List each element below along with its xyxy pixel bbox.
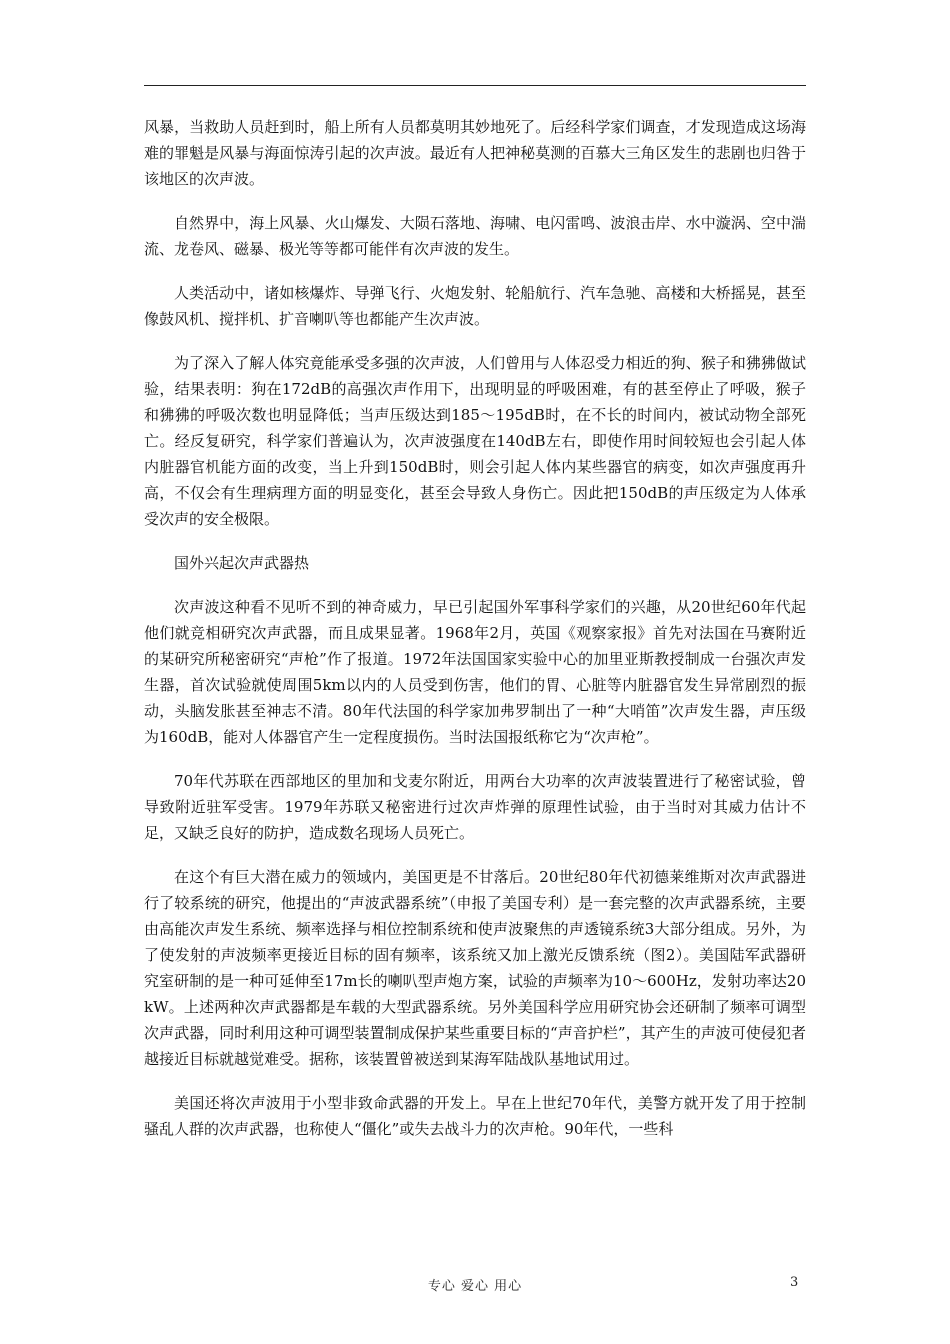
- footer-motto: 专心 爱心 用心: [427, 1279, 523, 1294]
- section-heading: 国外兴起次声武器热: [174, 554, 310, 572]
- header-rule: [144, 85, 806, 86]
- paragraph-soviet-research: 70年代苏联在西部地区的里加和戈麦尔附近，用两台大功率的次声波装置进行了秘密试验，曾导致附近驻军受害。1979年苏联又秘密进行过次声炸弹的原理性试验，由于当时对其威力估计不足，又缺乏良好的防护，造成数名现场人员死亡。: [144, 772, 806, 842]
- paragraph-continuation: 风暴，当救助人员赶到时，船上所有人员都莫明其妙地死了。后经科学家们调查，才发现造成这场海难的罪魁是风暴与海面惊涛引起的次声波。最近有人把神秘莫测的百慕大三角区发生的悲剧也归咎于该地区的次声波。: [144, 118, 806, 188]
- document-body: [144, 114, 806, 1160]
- paragraph-human-sources: 人类活动中，诸如核爆炸、导弹飞行、火炮发射、轮船航行、汽车急驰、高楼和大桥摇晃，甚至像鼓风机、搅拌机、扩音喇叭等也都能产生次声波。: [144, 284, 806, 328]
- paragraph-us-research: 在这个有巨大潜在威力的领域内，美国更是不甘落后。20世纪80年代初德莱维斯对次声武器进行了较系统的研究，他提出的“声波武器系统”（申报了美国专利）是一套完整的次声武器系统，主要由高能次声发生系统、频率选择与相位控制系统和使声波聚焦的声透镜系统3大部分组成。另外，为了使发射的声波频率更接近目标的固有频率，该系统又加上激光反馈系统（图2）。美国陆军武器研究室研制的是一种可延伸至17m长的喇叭型声炮方案，试验的声频率为10～600Hz，发射功率达20kW。上述两种次声武器都是车载的大型武器系统。另外美国科学应用研究协会还研制了频率可调型次声武器，同时利用这种可调型装置制成保护某些重要目标的“声音护栏”，其产生的声波可使侵犯者越接近目标就越觉难受。据称，该装置曾被送到某海军陆战队基地试用过。: [144, 868, 806, 1068]
- paragraph-france-research: 次声波这种看不见听不到的神奇威力，早已引起国外军事科学家们的兴趣，从20世纪60年代起他们就竞相研究次声武器，而且成果显著。1968年2月，英国《观察家报》首先对法国在马赛附近的某研究所秘密研究“声枪”作了报道。1972年法国国家实验中心的加里亚斯教授制成一台强次声发生器，首次试验就使周围5km以内的人员受到伤害，他们的胃、心脏等内脏器官发生异常剧烈的振动，头脑发胀甚至神志不清。80年代法国的科学家加弗罗制出了一种“大哨笛”次声发生器，声压级为160dB，能对人体器官产生一定程度损伤。当时法国报纸称它为“次声枪”。: [144, 598, 806, 746]
- paragraph-animal-experiments: 为了深入了解人体究竟能承受多强的次声波，人们曾用与人体忍受力相近的狗、猴子和狒狒做试验，结果表明：狗在172dB的高强次声作用下，出现明显的呼吸困难，有的甚至停止了呼吸，猴子和狒狒的呼吸次数也明显降低；当声压级达到185～195dB时，在不长的时间内，被试动物全部死亡。经反复研究，科学家们普遍认为，次声波强度在140dB左右，即使作用时间较短也会引起人体内脏器官机能方面的改变，当上升到150dB时，则会引起人体内某些器官的病变，如次声强度再升高，不仅会有生理病理方面的明显变化，甚至会导致人身伤亡。因此把150dB的声压级定为人体承受次声的安全极限。: [144, 354, 806, 528]
- paragraph-us-nonlethal: 美国还将次声波用于小型非致命武器的开发上。早在上世纪70年代，美警方就开发了用于控制骚乱人群的次声武器，也称使人“僵化”或失去战斗力的次声枪。90年代，一些科: [144, 1094, 806, 1138]
- page-number: 3: [790, 1275, 799, 1290]
- paragraph-natural-sources: 自然界中，海上风暴、火山爆发、大陨石落地、海啸、电闪雷鸣、波浪击岸、水中漩涡、空中湍流、龙卷风、磁暴、极光等等都可能伴有次声波的发生。: [144, 214, 806, 258]
